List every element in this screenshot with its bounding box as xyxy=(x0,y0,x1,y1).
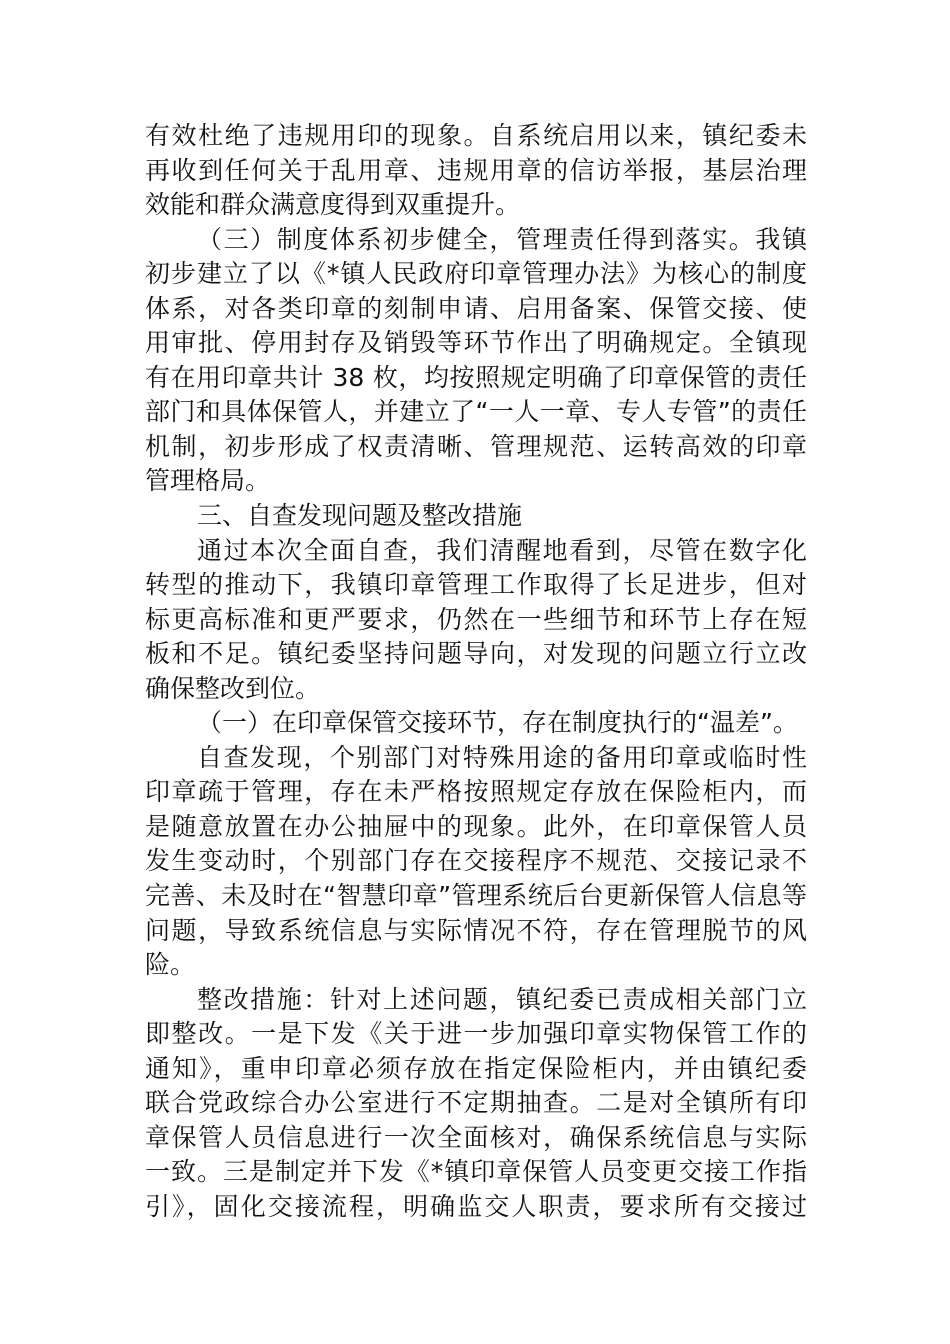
text-line: 即整改。一是下发《关于进一步加强印章实物保管工作的 xyxy=(145,1019,807,1049)
text-line: 联合党政综合办公室进行不定期抽查。二是对全镇所有印 xyxy=(145,1088,807,1118)
text-line: 初步建立了以《*镇人民政府印章管理办法》为核心的制度 xyxy=(145,259,807,289)
text-line: 通过本次全面自查，我们清醒地看到，尽管在数字化 xyxy=(197,535,807,565)
text-line: 印章疏于管理，存在未严格按照规定存放在保险柜内，而 xyxy=(145,777,807,807)
text-line: 完善、未及时在“智慧印章”管理系统后台更新保管人信息等 xyxy=(145,881,807,911)
paragraph xyxy=(145,499,807,534)
text-line: 通知》，重申印章必须存放在指定保险柜内，并由镇纪委 xyxy=(145,1053,807,1083)
text-line: 三、自查发现问题及整改措施 xyxy=(197,501,523,531)
text-line: 管理格局。 xyxy=(145,466,271,496)
text-line: 引》，固化交接流程，明确监交人职责，要求所有交接过 xyxy=(145,1191,807,1221)
document-body xyxy=(145,119,807,1225)
text-line: 用审批、停用封存及销毁等环节作出了明确规定。全镇现 xyxy=(145,328,807,358)
paragraph xyxy=(145,119,807,223)
paragraph xyxy=(145,983,807,1225)
text-line: 自查发现，个别部门对特殊用途的备用印章或临时性 xyxy=(197,742,807,772)
text-line: 一致。三是制定并下发《*镇印章保管人员变更交接工作指 xyxy=(145,1157,807,1187)
text-line: 问题，导致系统信息与实际情况不符，存在管理脱节的风 xyxy=(145,915,807,945)
paragraph xyxy=(145,223,807,499)
text-line: 效能和群众满意度得到双重提升。 xyxy=(145,190,521,220)
text-line: 有在用印章共计 38 枚，均按照规定明确了印章保管的责任 xyxy=(145,362,807,392)
text-line: （一）在印章保管交接环节，存在制度执行的“温差”。 xyxy=(197,708,798,738)
text-line: 是随意放置在办公抽屉中的现象。此外，在印章保管人员 xyxy=(145,811,807,841)
text-line: 体系，对各类印章的刻制申请、启用备案、保管交接、使 xyxy=(145,293,807,323)
paragraph xyxy=(145,741,807,983)
text-line: 险。 xyxy=(145,950,196,980)
text-line: 确保整改到位。 xyxy=(145,673,321,703)
text-line: 章保管人员信息进行一次全面核对，确保系统信息与实际 xyxy=(145,1122,807,1152)
text-line: 转型的推动下，我镇印章管理工作取得了长足进步，但对 xyxy=(145,570,807,600)
text-line: （三）制度体系初步健全，管理责任得到落实。我镇 xyxy=(197,224,807,254)
text-line: 标更高标准和更严要求，仍然在一些细节和环节上存在短 xyxy=(145,604,807,634)
paragraph xyxy=(145,534,807,707)
paragraph xyxy=(145,706,807,741)
text-line: 有效杜绝了违规用印的现象。自系统启用以来，镇纪委未 xyxy=(145,121,807,150)
text-line: 部门和具体保管人，并建立了“一人一章、专人专管”的责任 xyxy=(145,397,807,427)
text-line: 再收到任何关于乱用章、违规用章的信访举报，基层治理 xyxy=(145,155,807,185)
text-line: 整改措施：针对上述问题，镇纪委已责成相关部门立 xyxy=(197,984,807,1014)
text-line: 板和不足。镇纪委坚持问题导向，对发现的问题立行立改 xyxy=(145,639,807,669)
text-line: 机制，初步形成了权责清晰、管理规范、运转高效的印章 xyxy=(145,431,807,461)
text-line: 发生变动时，个别部门存在交接程序不规范、交接记录不 xyxy=(145,846,807,876)
